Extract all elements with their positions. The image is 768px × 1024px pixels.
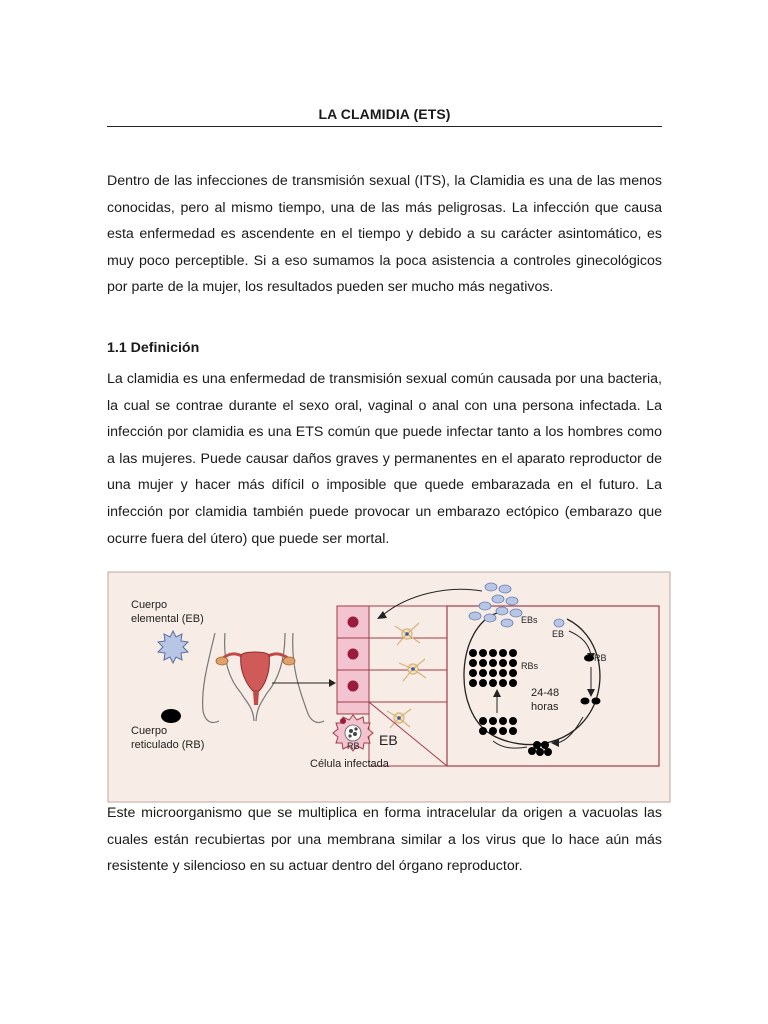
eb-label-line2: elemental (EB) (131, 613, 204, 625)
closing-paragraph: Este microorganismo que se multiplica en forma intracelular da origen a vacuolas las cuales están recubiertas por una membrana similar a los virus que lo hace aún más resistente y silencioso en su actuar dentro del órgano reproductor. (107, 805, 662, 875)
rbs-label: RBs (521, 661, 539, 671)
rb-small-label: RB (594, 653, 607, 663)
page-title: LA CLAMIDIA (ETS) (318, 106, 451, 122)
eb-small-label: EB (552, 629, 565, 639)
chlamydia-lifecycle-figure (107, 571, 671, 803)
rb-small-icon (584, 655, 594, 662)
rb-label-line2: reticulado (RB) (131, 739, 205, 751)
infected-cell-rb-label: RB (347, 741, 360, 751)
time-label-line1: 24-48 (531, 687, 560, 699)
infected-cell-label: Célula infectada (310, 758, 389, 770)
rb-pair-icon (592, 698, 601, 705)
title-underline (107, 126, 662, 127)
infected-cell-eb-label: EB (379, 732, 398, 748)
time-label-line2: horas (531, 701, 559, 713)
eb-small-icon (554, 619, 564, 627)
lifecycle-diagram (107, 571, 671, 803)
section-heading: 1.1 Definición (107, 340, 200, 356)
eb-label-line1: Cuerpo (131, 599, 168, 611)
definition-paragraph: La clamidia es una enfermedad de transmisión sexual común causada por una bacteria, la cual se contrae durante el sexo oral, vaginal o anal con una persona infectada. La infección por clamidia es una ETS común que puede infectar tanto a los hombres como a las mujeres. Puede causar daños graves y permanentes en el aparato reproductor de una mujer y hacer más difícil o imposible que quede embarazada en el futuro. La infección por clamidia también puede provocar un embarazo ectópico (embarazo que ocurre fuera del útero) que puede ser mortal. (107, 371, 662, 547)
rb-pair-icon (581, 698, 590, 705)
ebs-label: EBs (521, 615, 538, 625)
intro-paragraph: Dentro de las infecciones de transmisión sexual (ITS), la Clamidia es una de las menos conocidas, pero al mismo tiempo, una de las más peligrosas. La infección que causa esta enfermedad es ascendente en el tiempo y debido a su carácter asintomático, es muy poco perceptible. Si a eso sumamos la poca asistencia a controles ginecológicos por parte de la mujer, los resultados pueden ser mucho más negativos. (107, 173, 662, 296)
reticulate-body-icon (161, 709, 181, 723)
rb-label-line1: Cuerpo (131, 725, 168, 737)
